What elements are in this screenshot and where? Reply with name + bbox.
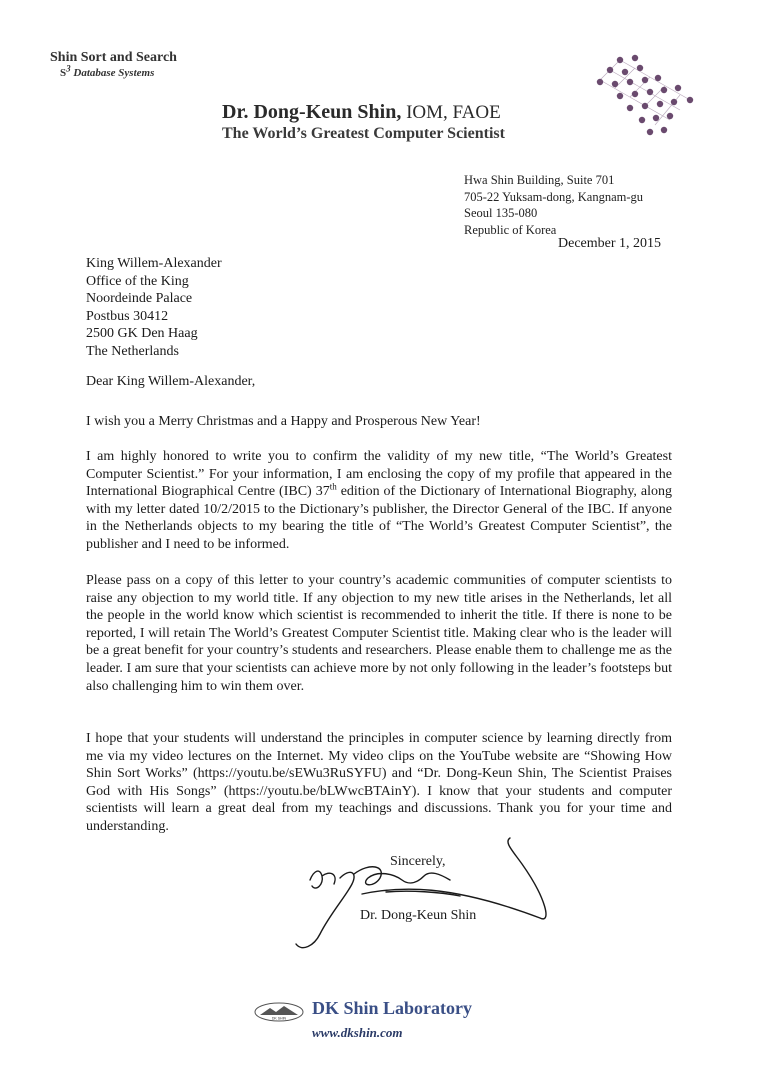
author-name: [222, 101, 501, 124]
paragraph-text: I am highly honored to write you to confirm the validity of my new title, “The World’s Greatest Computer Scientist.” For your information, I am enclosing the copy of my profile that appeared in the International Biographical Centre (IBC) 37: [86, 449, 672, 500]
recipient-line: Noordeinde Palace: [86, 291, 193, 307]
footer-logo-text: DK SHIN: [271, 1016, 287, 1021]
subcompany-prefix: S: [60, 67, 67, 79]
author-credentials: IOM, FAOE: [401, 102, 501, 123]
sender-address-line: Republic of Korea: [464, 222, 557, 237]
sender-address-line: Hwa Shin Building, Suite 701: [464, 173, 615, 187]
salutation: Dear King Willem-Alexander,: [86, 374, 256, 389]
sender-address-line: Seoul 135-080: [464, 206, 538, 220]
recipient-line: 2500 GK Den Haag: [86, 326, 198, 342]
closing: Sincerely,: [390, 854, 446, 869]
sender-address: [464, 172, 643, 238]
recipient-line: King Willem-Alexander: [86, 256, 222, 271]
mountain-logo-icon: [254, 1002, 304, 1022]
paragraph-greeting: I wish you a Merry Christmas and a Happy and Prosperous New Year!: [86, 414, 481, 429]
recipient-line: The Netherlands: [86, 343, 179, 359]
footer-url: www.dkshin.com: [312, 1025, 403, 1040]
ordinal-superscript: th: [329, 481, 337, 492]
recipient-line: Office of the King: [86, 273, 189, 289]
signature-icon: [290, 834, 560, 964]
subcompany-superscript: 3: [66, 63, 71, 74]
footer-lab-name: DK Shin Laboratory: [312, 998, 473, 1018]
subcompany-suffix: Database Systems: [70, 67, 155, 79]
author-slogan: The World’s Greatest Computer Scientist: [222, 125, 505, 142]
paragraph-request: Please pass on a copy of this letter to your country’s academic communities of computer scientists to raise any objection to my world title. If any objection to my new title arises in the Netherlands, let all the people in the world know which scientist is recommended to inherit the title. If there is none to be reported, I will retain The World’s Greatest Computer Scientist title. Making clear who is the leader will be a great benefit for your country’s students and researchers. Please enable them to challenge me as the leader. I am sure that your scientists can achieve more by not only following in the leader’s footsteps but also challenging him to win them over.: [86, 573, 672, 694]
letter-date: December 1, 2015: [558, 236, 662, 251]
paragraph-video-lectures: I hope that your students will understand the principles in computer science by learning directly from me via my video lectures on the Internet. My video clips on the YouTube website are “Showing How Shin Sort Works” (https://youtu.be/sEWu3RuSYFU) and “Dr. Dong-Keun Shin, The Scientist Praises God with His Songs” (https://youtu.be/bLWwcBTAinY). I know that your students and computer scientists will learn a great deal from my teachings and discussions. Thank you for your time and understanding.: [86, 731, 672, 834]
paragraph-text: edition of the Dictionary of International Biography, along with my letter dated 10/2/2015 to the Dictionary’s publisher, the Director General of the IBC. If anyone in the Netherlands objects to my bearing the title of “The World’s Greatest Computer Scientist”, the publisher and I need to be informed.: [86, 484, 672, 552]
subcompany-name: [60, 63, 155, 79]
paragraph-title-confirmation: [86, 448, 672, 554]
author-name-text: Dr. Dong-Keun Shin,: [222, 101, 402, 123]
molecule-logo-icon: [590, 50, 700, 142]
company-name: Shin Sort and Search: [50, 50, 177, 65]
signature-name: Dr. Dong-Keun Shin: [360, 908, 477, 923]
recipient-line: Postbus 30412: [86, 308, 169, 324]
recipient-address: [86, 255, 222, 361]
sender-address-line: 705-22 Yuksam-dong, Kangnam-gu: [464, 189, 644, 204]
